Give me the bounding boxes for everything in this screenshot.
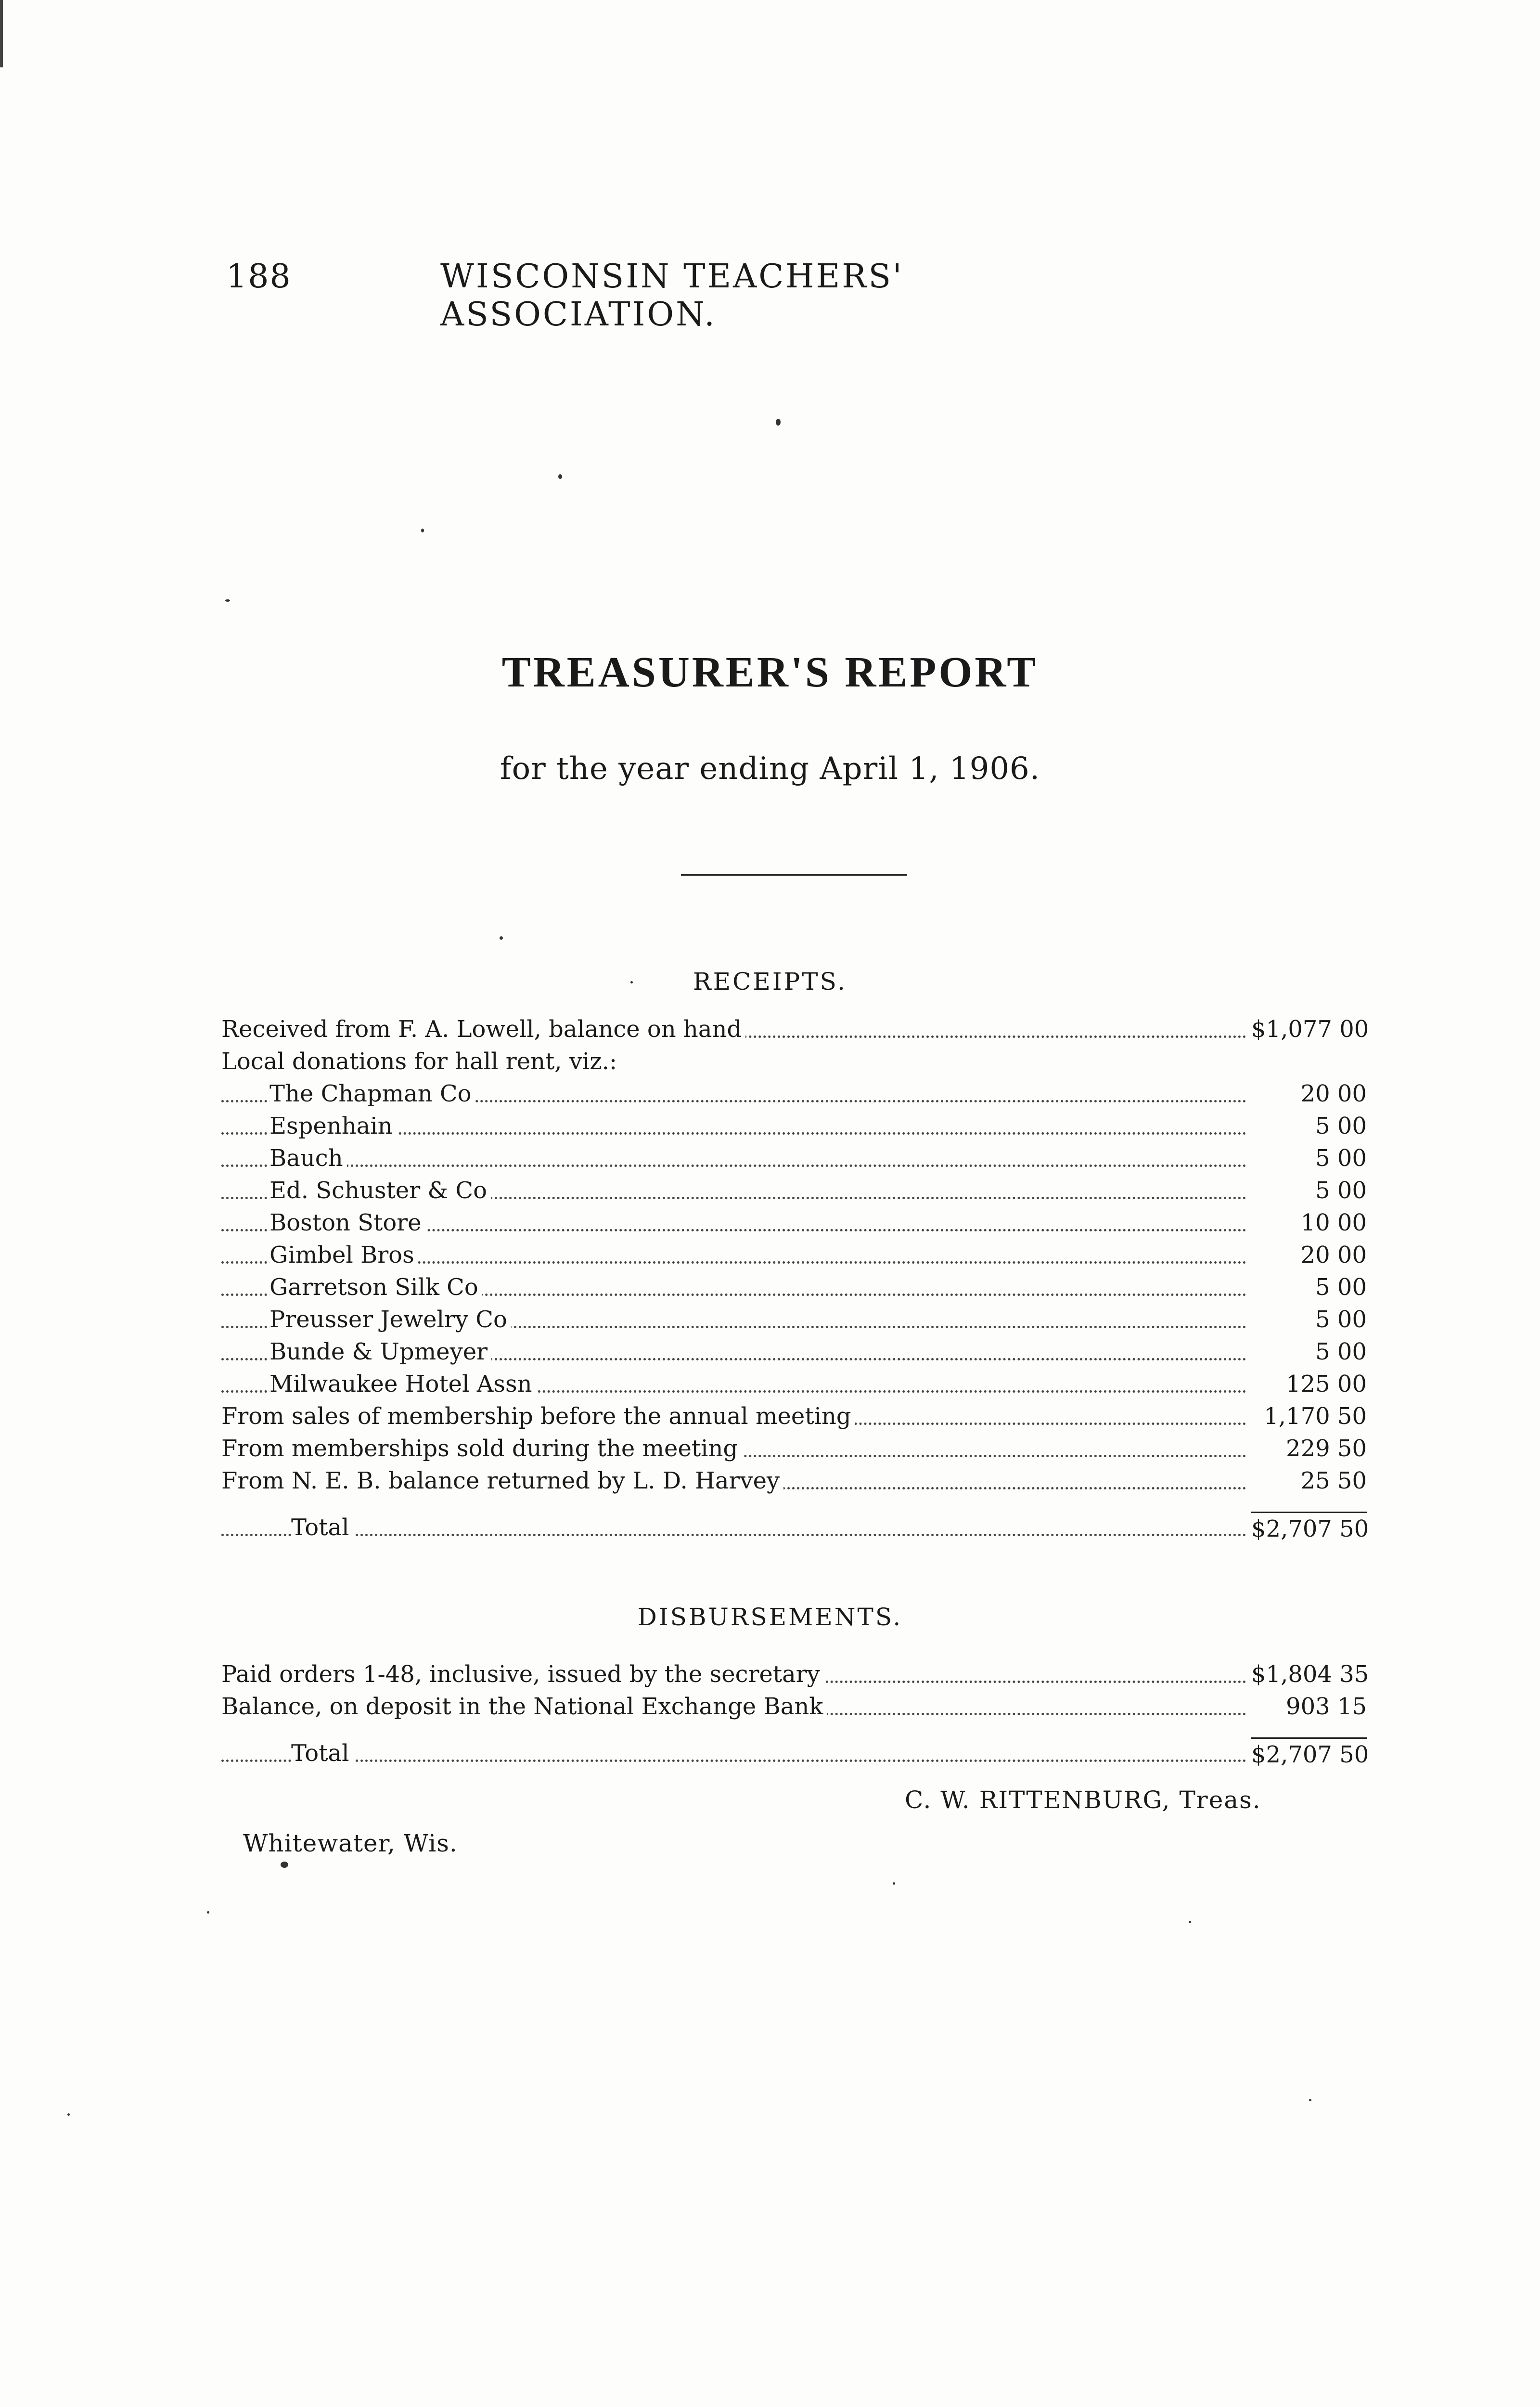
receipts-heading: RECEIPTS. [693,968,847,996]
total-row [221,1512,1367,1544]
row-label: Garretson Silk Co [270,1271,482,1304]
running-head [226,258,1189,334]
scan-speck [207,1911,209,1914]
scan-speck [1189,1921,1191,1923]
disbursements-heading: DISBURSEMENTS. [637,1603,903,1631]
row-amount: 20 00 [1251,1078,1367,1110]
total-label: Total [291,1512,353,1544]
disbursements-ledger [221,1658,1367,1770]
row-label: From memberships sold during the meeting [221,1433,742,1465]
ledger-row [221,1110,1367,1142]
row-label: From N. E. B. balance returned by L. D. Harvey [221,1465,783,1497]
ledger-row [221,1239,1367,1271]
report-subtitle: for the year ending April 1, 1906. [500,751,1040,787]
ledger-row [221,1078,1367,1110]
ledger-row [221,1336,1367,1368]
total-row [221,1737,1367,1770]
scan-speck [281,1862,288,1868]
row-label: Local donations for hall rent, viz.: [221,1046,621,1078]
row-label: Bunde & Upmeyer [270,1336,491,1368]
row-label: Gimbel Bros [270,1239,418,1271]
row-label: The Chapman Co [270,1078,475,1110]
row-label: Paid orders 1-48, inclusive, issued by the secretary [221,1658,824,1691]
row-amount: 5 00 [1251,1110,1367,1142]
dot-leader [221,1760,1246,1762]
title-rule [681,874,907,876]
row-label: Received from F. A. Lowell, balance on hand [221,1013,745,1046]
page-number: 188 [226,258,292,296]
row-amount: 903 15 [1251,1691,1367,1723]
ledger-row [221,1433,1367,1465]
row-amount: 229 50 [1251,1433,1367,1465]
total-label: Total [291,1737,353,1770]
row-amount: 1,170 50 [1251,1400,1367,1433]
row-label: Balance, on deposit in the National Exchange Bank [221,1691,827,1723]
scan-speck [225,599,230,602]
report-title: TREASURER'S REPORT [501,648,1039,696]
ledger-row [221,1400,1367,1433]
place-line: Whitewater, Wis. [243,1829,458,1857]
row-label: From sales of membership before the annual meeting [221,1400,855,1433]
ledger-row [221,1175,1367,1207]
row-amount: 5 00 [1251,1142,1367,1175]
row-amount: 20 00 [1251,1239,1367,1271]
scan-speck [630,981,633,984]
row-label: Milwaukee Hotel Assn [270,1368,536,1400]
scan-speck [421,529,424,532]
total-amount: $2,707 50 [1251,1737,1367,1771]
ledger-row [221,1271,1367,1304]
row-amount: 5 00 [1251,1271,1367,1304]
row-amount: $1,077 00 [1251,1013,1367,1046]
ledger-row [221,1658,1367,1691]
scan-speck [500,936,503,940]
row-amount: 125 00 [1251,1368,1367,1400]
row-amount: $1,804 35 [1251,1658,1367,1691]
row-label: Espenhain [270,1110,397,1142]
row-amount: 5 00 [1251,1336,1367,1368]
ledger-row [221,1207,1367,1239]
row-amount: 5 00 [1251,1175,1367,1207]
row-label: Bauch [270,1142,347,1175]
ledger-row [221,1013,1367,1046]
scan-speck [893,1882,895,1885]
row-amount: 10 00 [1251,1207,1367,1239]
ledger-row [221,1142,1367,1175]
ledger-row [221,1465,1367,1497]
receipts-ledger [221,1013,1367,1544]
scan-speck [776,419,781,426]
page-edge [0,0,3,67]
ledger-row [221,1368,1367,1400]
dot-leader [221,1165,1246,1167]
row-label: Preusser Jewelry Co [270,1304,511,1336]
scan-speck [67,2113,70,2116]
row-label: Ed. Schuster & Co [270,1175,491,1207]
dot-leader [221,1534,1246,1536]
total-amount: $2,707 50 [1251,1512,1367,1545]
row-label: Boston Store [270,1207,425,1239]
ledger-row [221,1691,1367,1723]
scan-speck [558,474,562,479]
row-amount: 5 00 [1251,1304,1367,1336]
ledger-row [221,1304,1367,1336]
row-amount: 25 50 [1251,1465,1367,1497]
ledger-row [221,1046,1367,1078]
treasurer-signature: C. W. RITTENBURG, Treas. [905,1786,1261,1814]
scan-speck [1309,2099,1311,2101]
running-title: WISCONSIN TEACHERS' ASSOCIATION. [440,258,904,334]
